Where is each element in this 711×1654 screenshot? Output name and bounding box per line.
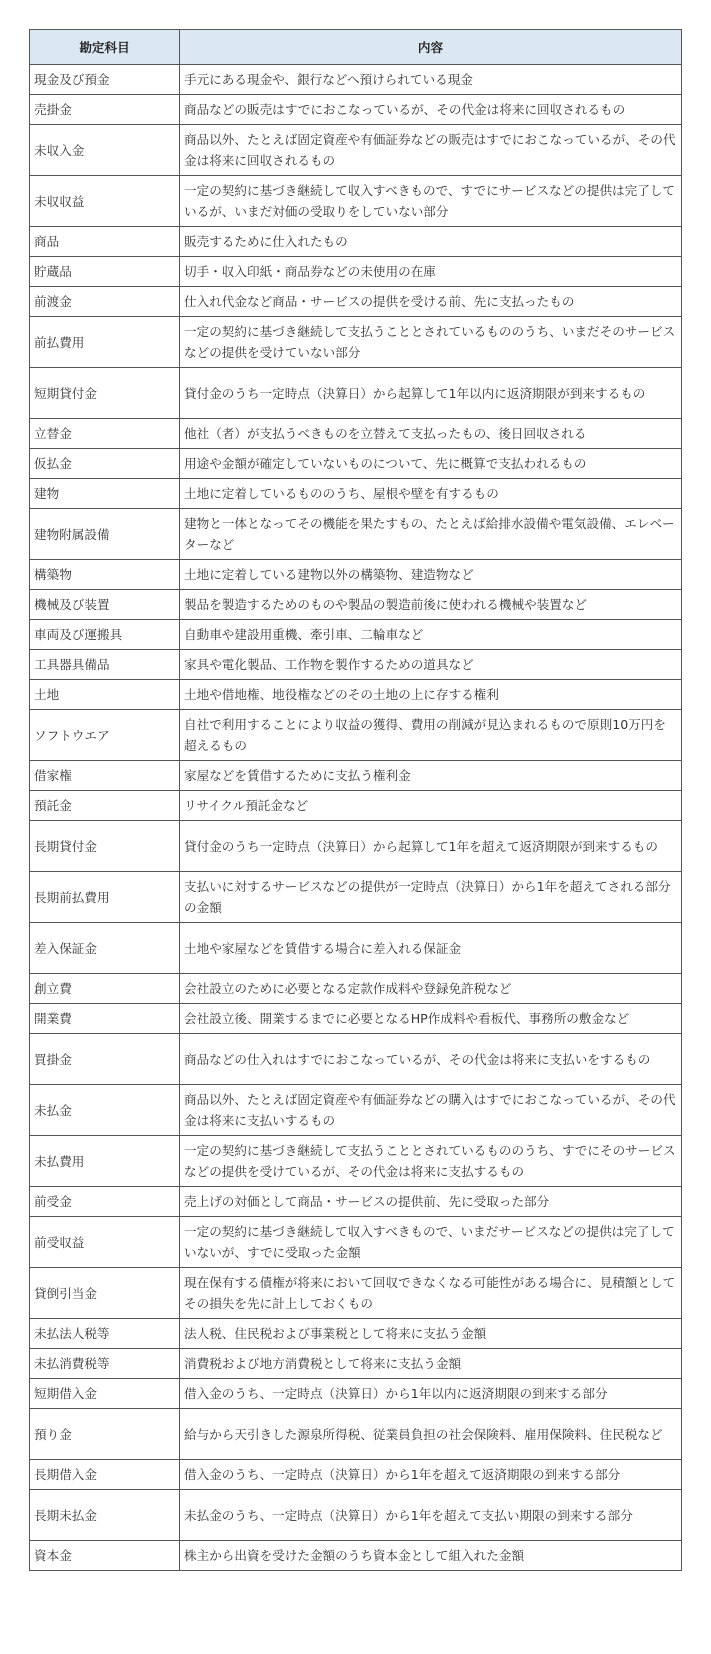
table-row [30,1319,682,1349]
account-description: 会社設立後、開業するまでに必要となるHP作成料や看板代、事務所の敷金など [180,1004,682,1034]
account-description: 消費税および地方消費税として将来に支払う金額 [180,1349,682,1379]
table-row [30,761,682,791]
account-name: 未払消費税等 [30,1349,180,1379]
account-description: 商品以外、たとえば固定資産や有価証券などの販売はすでにおこなっているが、その代金は将来に回収されるもの [180,125,682,176]
account-name: 長期借入金 [30,1460,180,1490]
table-row [30,1490,682,1541]
header-content: 内容 [180,30,682,65]
table-row [30,923,682,974]
table-row [30,560,682,590]
table-row [30,227,682,257]
account-description: 手元にある現金や、銀行などへ預けられている現金 [180,65,682,95]
account-description: 用途や金額が確定していないものについて、先に概算で支払われるもの [180,449,682,479]
table-header [30,30,682,65]
account-description: 商品などの仕入れはすでにおこなっているが、その代金は将来に支払いをするもの [180,1034,682,1085]
account-description: 土地に定着している建物以外の構築物、建造物など [180,560,682,590]
table-row [30,479,682,509]
account-name: 未払費用 [30,1136,180,1187]
account-name: 差入保証金 [30,923,180,974]
account-description: 借入金のうち、一定時点（決算日）から1年以内に返済期限の到来する部分 [180,1379,682,1409]
account-name: 買掛金 [30,1034,180,1085]
account-description: 自動車や建設用重機、牽引車、二輪車など [180,620,682,650]
account-name: 商品 [30,227,180,257]
table-row [30,287,682,317]
account-name: 未収収益 [30,176,180,227]
account-name: 短期借入金 [30,1379,180,1409]
table-row [30,1004,682,1034]
table-body [30,65,682,1571]
account-name: 短期貸付金 [30,368,180,419]
account-name: 借家権 [30,761,180,791]
account-name: 前受収益 [30,1217,180,1268]
account-name: 前払費用 [30,317,180,368]
table-row [30,710,682,761]
table-row [30,791,682,821]
header-account: 勘定科目 [30,30,180,65]
account-name: 創立費 [30,974,180,1004]
account-name: 貯蔵品 [30,257,180,287]
account-description: 他社（者）が支払うべきものを立替えて支払ったもの、後日回収される [180,419,682,449]
header-row [30,30,682,65]
table-row [30,680,682,710]
table-row [30,1187,682,1217]
account-name: 現金及び預金 [30,65,180,95]
table-row [30,176,682,227]
account-name: 資本金 [30,1541,180,1571]
account-description: 現在保有する債権が将来において回収できなくなる可能性がある場合に、見積額としてその損失を先に計上しておくもの [180,1268,682,1319]
table-row [30,95,682,125]
account-name: 工具器具備品 [30,650,180,680]
account-name: 機械及び装置 [30,590,180,620]
table-row [30,257,682,287]
account-name: 仮払金 [30,449,180,479]
table-row [30,419,682,449]
account-description: 一定の契約に基づき継続して支払うこととされているもののうち、いまだそのサービスなどの提供を受けていない部分 [180,317,682,368]
account-description: 貸付金のうち一定時点（決算日）から起算して1年以内に返済期限が到来するもの [180,368,682,419]
account-name: 土地 [30,680,180,710]
account-description: 支払いに対するサービスなどの提供が一定時点（決算日）から1年を超えてされる部分の金額 [180,872,682,923]
account-description: 売上げの対価として商品・サービスの提供前、先に受取った部分 [180,1187,682,1217]
account-description: 株主から出資を受けた金額のうち資本金として組入れた金額 [180,1541,682,1571]
account-description: 家屋などを賃借するために支払う権利金 [180,761,682,791]
account-name: 建物 [30,479,180,509]
account-name: 貸倒引当金 [30,1268,180,1319]
account-description: 土地や借地権、地役権などのその土地の上に存する権利 [180,680,682,710]
table-row [30,821,682,872]
account-description: 製品を製造するためのものや製品の製造前後に使われる機械や装置など [180,590,682,620]
table-row [30,449,682,479]
account-name: ソフトウエア [30,710,180,761]
account-table-container [29,29,681,1571]
account-name: 長期貸付金 [30,821,180,872]
account-name: 売掛金 [30,95,180,125]
table-row [30,590,682,620]
table-row [30,650,682,680]
table-row [30,1136,682,1187]
account-description: 土地に定着しているもののうち、屋根や壁を有するもの [180,479,682,509]
account-name: 長期前払費用 [30,872,180,923]
table-row [30,125,682,176]
account-description: 貸付金のうち一定時点（決算日）から起算して1年を超えて返済期限が到来するもの [180,821,682,872]
account-name: 前受金 [30,1187,180,1217]
account-name: 預り金 [30,1409,180,1460]
table-row [30,1349,682,1379]
account-description: 販売するために仕入れたもの [180,227,682,257]
table-row [30,872,682,923]
account-description: 商品などの販売はすでにおこなっているが、その代金は将来に回収されるもの [180,95,682,125]
table-row [30,974,682,1004]
account-name: 未払金 [30,1085,180,1136]
account-name: 構築物 [30,560,180,590]
account-description: 借入金のうち、一定時点（決算日）から1年を超えて返済期限の到来する部分 [180,1460,682,1490]
account-description: 一定の契約に基づき継続して収入すべきもので、いまだサービスなどの提供は完了していないが、すでに受取った金額 [180,1217,682,1268]
table-row [30,509,682,560]
account-name: 前渡金 [30,287,180,317]
account-description: 切手・収入印紙・商品券などの未使用の在庫 [180,257,682,287]
account-name: 開業費 [30,1004,180,1034]
account-name: 未収入金 [30,125,180,176]
table-row [30,1034,682,1085]
account-name: 立替金 [30,419,180,449]
table-row [30,368,682,419]
account-description: 給与から天引きした源泉所得税、従業員負担の社会保険料、雇用保険料、住民税など [180,1409,682,1460]
account-description: 法人税、住民税および事業税として将来に支払う金額 [180,1319,682,1349]
table-row [30,1460,682,1490]
account-description: 建物と一体となってその機能を果たすもの、たとえば給排水設備や電気設備、エレベーターなど [180,509,682,560]
account-name: 長期未払金 [30,1490,180,1541]
table-row [30,1379,682,1409]
account-description: 会社設立のために必要となる定款作成料や登録免許税など [180,974,682,1004]
table-row [30,620,682,650]
table-row [30,1409,682,1460]
account-description: 自社で利用することにより収益の獲得、費用の削減が見込まれるもので原則10万円を超えるもの [180,710,682,761]
account-name: 建物附属設備 [30,509,180,560]
account-description: 家具や電化製品、工作物を製作するための道具など [180,650,682,680]
table-row [30,1268,682,1319]
table-row [30,1085,682,1136]
account-table [29,29,682,1571]
table-row [30,65,682,95]
account-description: 未払金のうち、一定時点（決算日）から1年を超えて支払い期限の到来する部分 [180,1490,682,1541]
account-description: 商品以外、たとえば固定資産や有価証券などの購入はすでにおこなっているが、その代金は将来に支払いするもの [180,1085,682,1136]
account-name: 未払法人税等 [30,1319,180,1349]
account-description: 仕入れ代金など商品・サービスの提供を受ける前、先に支払ったもの [180,287,682,317]
table-row [30,1541,682,1571]
table-row [30,317,682,368]
account-description: 一定の契約に基づき継続して支払うこととされているもののうち、すでにそのサービスなどの提供を受けているが、その代金は将来に支払するもの [180,1136,682,1187]
table-row [30,1217,682,1268]
account-description: 土地や家屋などを賃借する場合に差入れる保証金 [180,923,682,974]
account-description: リサイクル預託金など [180,791,682,821]
account-name: 預託金 [30,791,180,821]
account-name: 車両及び運搬具 [30,620,180,650]
account-description: 一定の契約に基づき継続して収入すべきもので、すでにサービスなどの提供は完了しているが、いまだ対価の受取りをしていない部分 [180,176,682,227]
